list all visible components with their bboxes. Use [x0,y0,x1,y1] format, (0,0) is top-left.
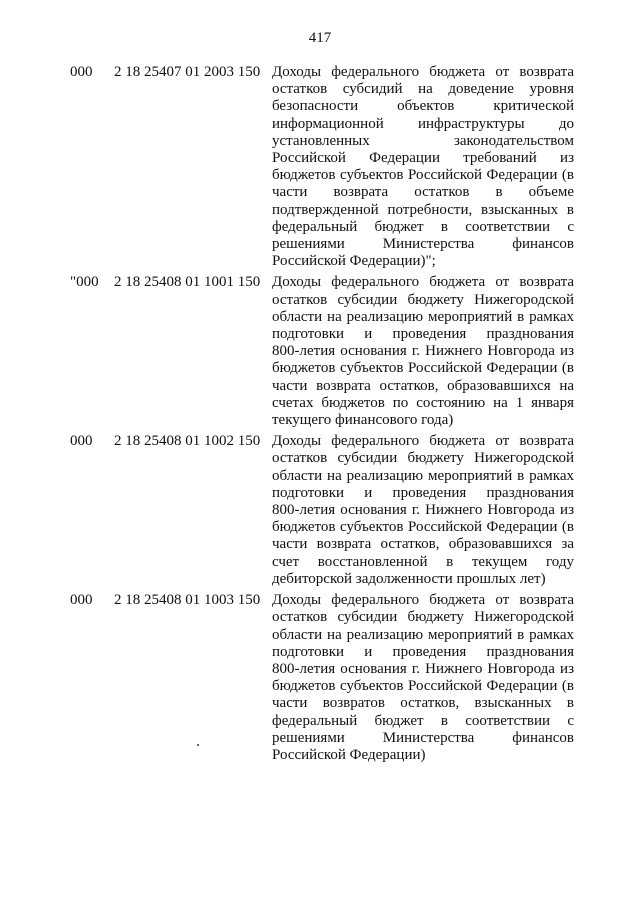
description-line: счетах бюджетов по состоянию на 1 января [272,394,574,411]
page-number: 417 [308,30,332,46]
description-line: решениями Министерства финансов [272,236,574,253]
revenue-description [272,274,574,429]
description-line: области на реализацию мероприятий в рамках [272,467,574,484]
budget-entry [70,274,574,429]
description-line: федеральный бюджет в соответствии с [272,712,574,729]
description-line: бюджетов субъектов Российской Федерации (в [272,167,574,184]
description-line: части возврата остатков в объеме [272,184,574,201]
description-line: Доходы федерального бюджета от возврата [272,433,574,450]
description-line: Доходы федерального бюджета от возврата [272,64,574,80]
description-line: информационной инфраструктуры до [272,115,574,132]
description-line: Российской Федерации) [272,746,426,763]
revenue-description [272,64,574,270]
admin-code: 000 [70,433,93,450]
scan-speck [197,744,199,746]
description-line: Доходы федерального бюджета от возврата [272,592,574,609]
admin-code: 000 [70,64,93,80]
description-line: остатков субсидии бюджету Нижегородской [272,609,574,626]
description-line: 800-летия основания г. Нижнего Новгорода из [272,502,574,519]
description-line: Доходы федерального бюджета от возврата [272,274,574,291]
description-line: части возвратов остатков, взысканных в [272,695,574,712]
description-line: Российской Федерации)"; [272,253,436,270]
description-line: области на реализацию мероприятий в рамках [272,626,574,643]
description-line: остатков субсидии бюджету Нижегородской [272,450,574,467]
description-line: части возврата остатков, образовавшихся на [272,377,574,394]
description-line: дебиторской задолженности прошлых лет) [272,570,546,587]
description-line: подготовки и проведения празднования [272,643,574,660]
description-line: Российской Федерации требований из [272,150,574,167]
description-line: бюджетов субъектов Российской Федерации (в [272,519,574,536]
description-line: решениями Министерства финансов [272,729,574,746]
budget-classification-code: 2 18 25408 01 1002 150 [114,433,261,450]
revenue-description [272,433,574,588]
admin-code: "000 [70,274,99,291]
budget-entry [70,64,574,270]
description-line: 800-летия основания г. Нижнего Новгорода из [272,660,574,677]
description-line: бюджетов субъектов Российской Федерации (в [272,678,574,695]
description-line: остатков субсидии бюджету Нижегородской [272,291,574,308]
description-line: области на реализацию мероприятий в рамках [272,308,574,325]
description-line: остатков субсидий на доведение уровня [272,81,574,98]
admin-code: 000 [70,592,93,609]
description-line: установленных законодательством [272,132,574,149]
description-line: подготовки и проведения празднования [272,326,574,343]
budget-classification-code: 2 18 25408 01 1001 150 [114,274,261,291]
budget-entry [70,433,574,588]
description-line: текущего финансового года) [272,412,454,429]
budget-entries-list [70,64,574,768]
budget-entry [70,592,574,764]
description-line: безопасности объектов критической [272,98,574,115]
description-line: подтвержденной потребности, взысканных в [272,201,574,218]
revenue-description [272,592,574,764]
description-line: части возврата остатков, образовавшихся за [272,536,574,553]
description-line: федеральный бюджет в соответствии с [272,218,574,235]
budget-classification-code: 2 18 25407 01 2003 150 [114,64,261,80]
description-line: счет восстановленной в текущем году [272,553,574,570]
description-line: подготовки и проведения празднования [272,484,574,501]
description-line: бюджетов субъектов Российской Федерации (в [272,360,574,377]
description-line: 800-летия основания г. Нижнего Новгорода из [272,343,574,360]
budget-classification-code: 2 18 25408 01 1003 150 [114,592,261,609]
